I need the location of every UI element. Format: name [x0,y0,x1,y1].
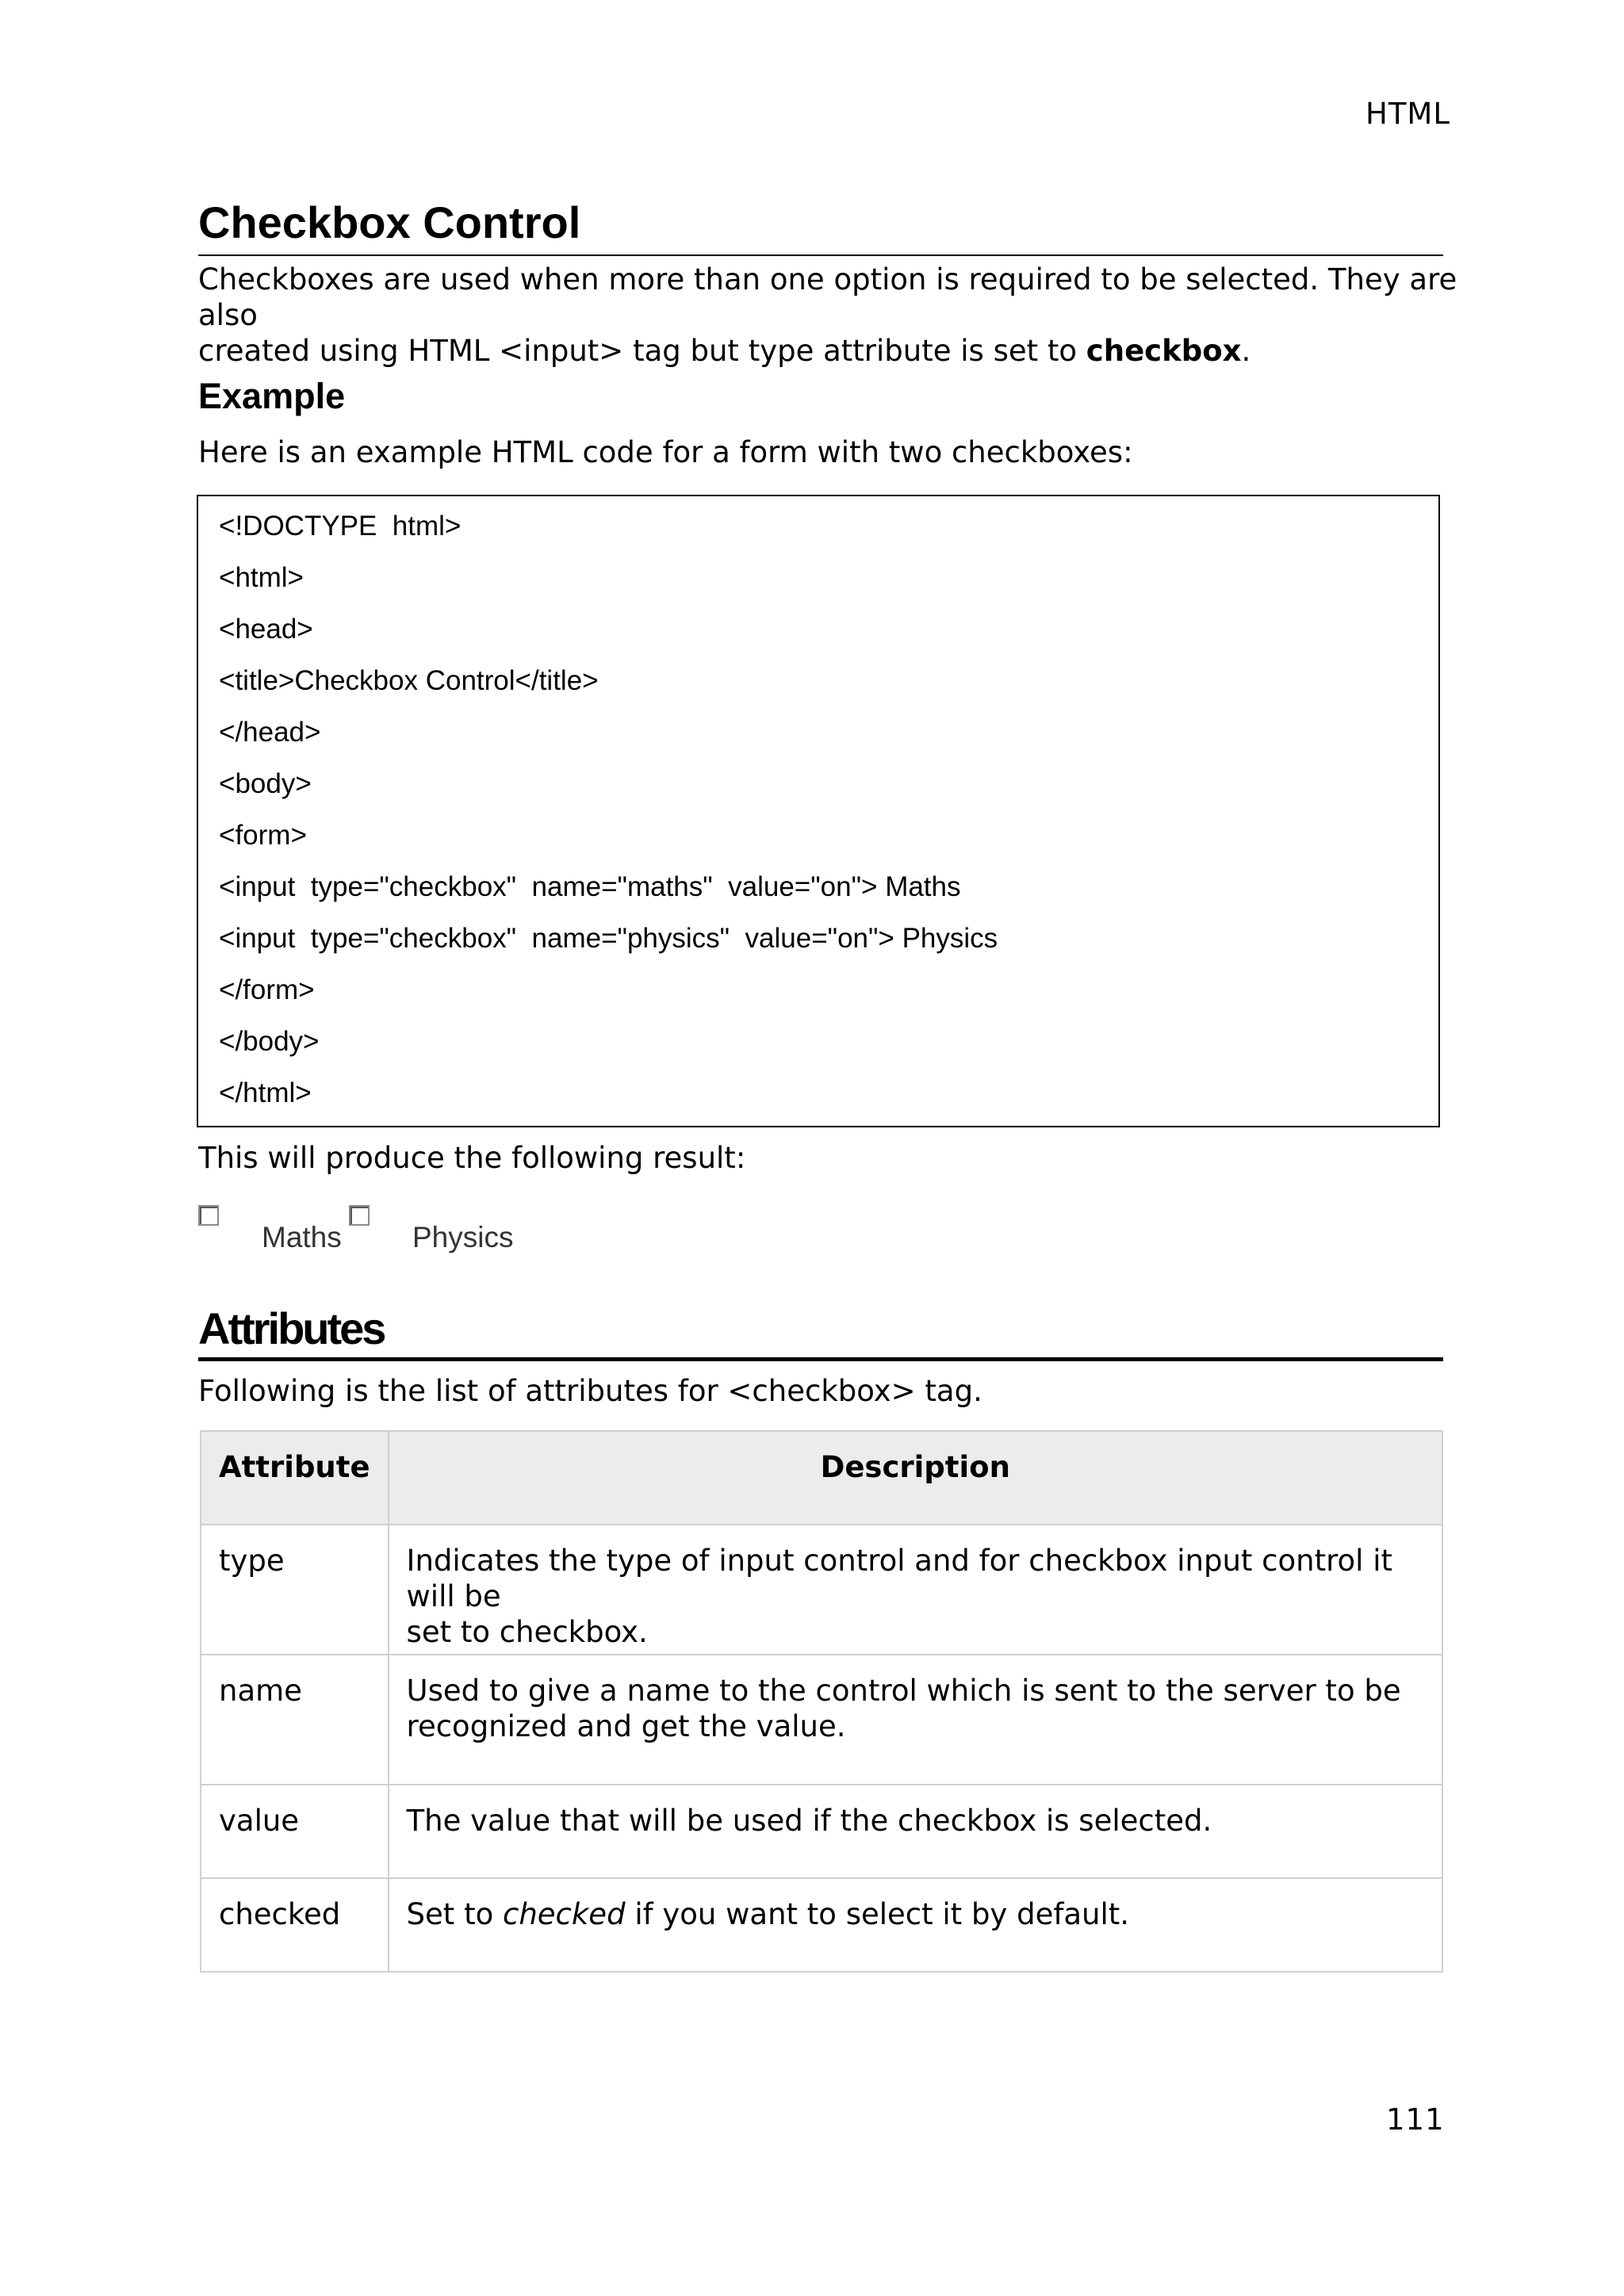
code-line: <input type="checkbox" name="maths" value="on"> Maths [219,871,961,902]
code-line: </body> [219,1026,320,1057]
attribute-cell: value [201,1785,389,1878]
table-row [201,1878,1442,1972]
attribute-cell: type [201,1525,389,1655]
code-line: <html> [219,562,304,593]
code-line: <body> [219,768,312,799]
physics-checkbox[interactable] [349,1205,370,1226]
table-row [201,1785,1442,1878]
attributes-table [200,1430,1443,1973]
description-cell [389,1785,1442,1878]
table-row [201,1655,1442,1785]
description-line: The value that will be used if the checkbox is selected. [406,1804,1212,1838]
description-line: set to checkbox. [406,1615,648,1649]
description-cell [389,1655,1442,1785]
description-line: recognized and get the value. [406,1709,846,1743]
intro-line-1: Checkboxes are used when more than one option is required to be selected. They are also [198,262,1457,332]
description-cell [389,1878,1442,1972]
physics-checkbox-label: Physics [412,1221,514,1253]
section-title-checkbox-control: Checkbox Control [198,197,1443,256]
code-line: </html> [219,1077,312,1108]
intro-paragraph [198,262,1459,369]
code-block [197,495,1440,1127]
code-line: </head> [219,717,321,748]
page-number: 111 [1386,2103,1445,2137]
attribute-cell: name [201,1655,389,1785]
intro-bold-checkbox: checkbox [1086,334,1242,368]
description-line: Used to give a name to the control which is sent to the server to be [406,1674,1401,1708]
result-lead: This will produce the following result: [198,1141,746,1175]
code-line: <title>Checkbox Control</title> [219,665,599,696]
description-cell [389,1525,1442,1655]
description-emphasis: checked [502,1897,626,1931]
description-text: if you want to select it by default. [625,1897,1130,1931]
example-lead: Here is an example HTML code for a form with two checkboxes: [198,435,1133,469]
code-line: <!DOCTYPE html> [219,511,462,541]
attribute-cell: checked [201,1878,389,1972]
example-heading: Example [198,376,346,416]
table-header-row [201,1431,1442,1525]
description-line: Indicates the type of input control and for checkbox input control it will be [406,1544,1392,1613]
code-line: <head> [219,614,313,645]
maths-checkbox[interactable] [198,1205,219,1226]
column-header-attribute: Attribute [201,1431,389,1525]
column-header-description: Description [389,1431,1442,1525]
running-header: HTML [1365,97,1450,131]
section-title-attributes: Attributes [198,1300,1443,1361]
table-row [201,1525,1442,1655]
maths-checkbox-label: Maths [262,1221,342,1253]
attributes-lead: Following is the list of attributes for <checkbox> tag. [198,1374,982,1408]
code-line: </form> [219,974,315,1005]
description-text: Set to [406,1897,503,1931]
code-line: <form> [219,820,307,851]
intro-line-2: created using HTML <input> tag but type attribute is set to [198,334,1086,368]
intro-end: . [1241,334,1251,368]
code-line: <input type="checkbox" name="physics" value="on"> Physics [219,923,998,954]
